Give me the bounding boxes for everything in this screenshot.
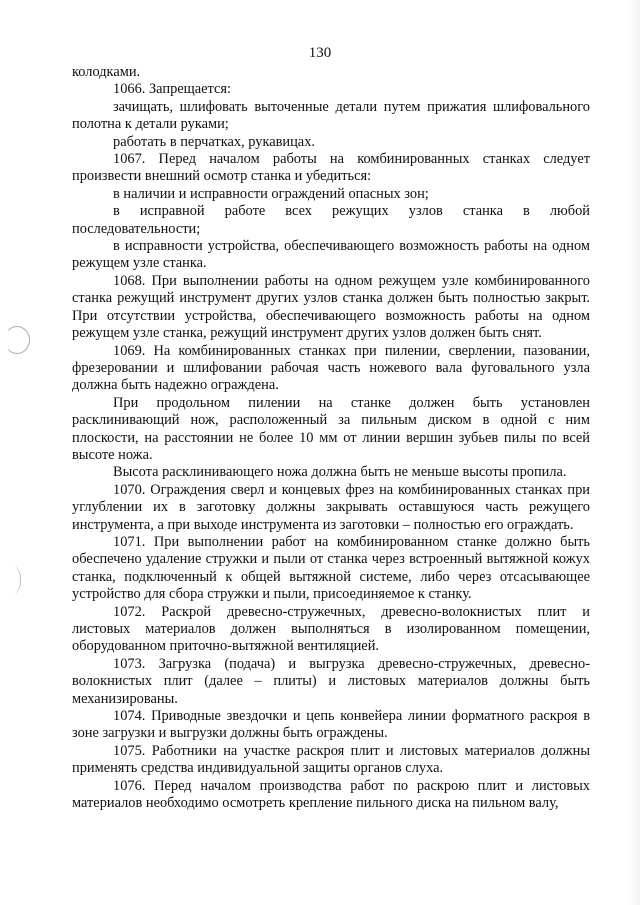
- paragraph-continuation: колодками.: [72, 64, 141, 80]
- scan-edge: [626, 0, 640, 905]
- paragraph-1067-item-1: в наличии и исправности ограждений опасных зон;: [113, 185, 429, 202]
- page-number: 130: [308, 45, 332, 61]
- paragraph-1069-part-2: При продольном пилении на станке должен быть установлен расклинивающий нож, расположенный за пильным диском в одной с ним плоскости, на расстоянии не более 10 мм от линии вершин зубьев пилы по всей высоте ножа.: [72, 394, 590, 463]
- paragraph-1075: 1075. Работники на участке раскроя плит и листовых материалов должны применять средства индивидуальной защиты органов слуха.: [72, 742, 590, 777]
- paragraph-1066: 1066. Запрещается:: [113, 81, 231, 98]
- paragraph-1071: 1071. При выполнении работ на комбинированном станке должно быть обеспечено удаление стружки и пыли от станка через встроенный вытяжной кожух станка, подключенный к общей вытяжной системе, либо через отсасывающее устройство для сбора стружки и пыли, присоединяемое к станку.: [72, 533, 590, 603]
- paragraph-1076: 1076. Перед началом производства работ по раскрою плит и листовых материалов необходимо осмотреть крепление пильного диска на пильном валу,: [72, 777, 590, 812]
- paragraph-1073: 1073. Загрузка (подача) и выгрузка древесно-стружечных, древесно-волокнистых плит (далее – плиты) и листовых материалов должны быть механизированы.: [72, 655, 590, 707]
- paragraph-1068: 1068. При выполнении работы на одном режущем узле комбинированного станка режущий инструмент других узлов станка должен быть полностью закрыт. При отсутствии устройства, обеспечивающего возможность работы на одном режущем узле станка, режущий инструмент других узлов должен быть снят.: [72, 272, 590, 342]
- paragraph-1067-item-2: в исправной работе всех режущих узлов станка в любой последовательности;: [72, 203, 590, 237]
- margin-mark: [6, 566, 21, 594]
- paragraph-1069: 1069. На комбинированных станках при пилении, сверлении, пазовании, фрезеровании и шлифовании рабочая часть ножевого вала фуговального узла должна быть надежно ограждена.: [72, 342, 590, 394]
- paragraph-1072: 1072. Раскрой древесно-стружечных, древесно-волокнистых плит и листовых материалов должен выполняться в изолированном помещении, оборудованном приточно-вытяжной вентиляцией.: [72, 603, 590, 655]
- document-body: [72, 64, 590, 812]
- punch-hole-mark: [4, 326, 30, 354]
- paragraph-1074: 1074. Приводные звездочки и цепь конвейера линии форматного раскроя в зоне загрузки и выгрузки должны быть ограждены.: [72, 708, 590, 742]
- paragraph-1069-part-3: Высота расклинивающего ножа должна быть не меньше высоты пропила.: [113, 464, 567, 481]
- paragraph-1067-item-3: в исправности устройства, обеспечивающего возможность работы на одном режущем узле станка.: [72, 238, 590, 272]
- paragraph-1066-item-1: зачищать, шлифовать выточенные детали путем прижатия шлифовального полотна к детали руками;: [72, 98, 590, 133]
- paragraph-1067: 1067. Перед началом работы на комбинированных станках следует произвести внешний осмотр станка и убедиться:: [72, 151, 590, 185]
- paragraph-1066-item-2: работать в перчатках, рукавицах.: [113, 133, 315, 150]
- paragraph-1070: 1070. Ограждения сверл и концевых фрез на комбинированных станках при углублении их в заготовку должны закрывать оставшуюся часть режущего инструмента, а при выходе инструмента из заготовки – полностью его ограждать.: [72, 481, 590, 533]
